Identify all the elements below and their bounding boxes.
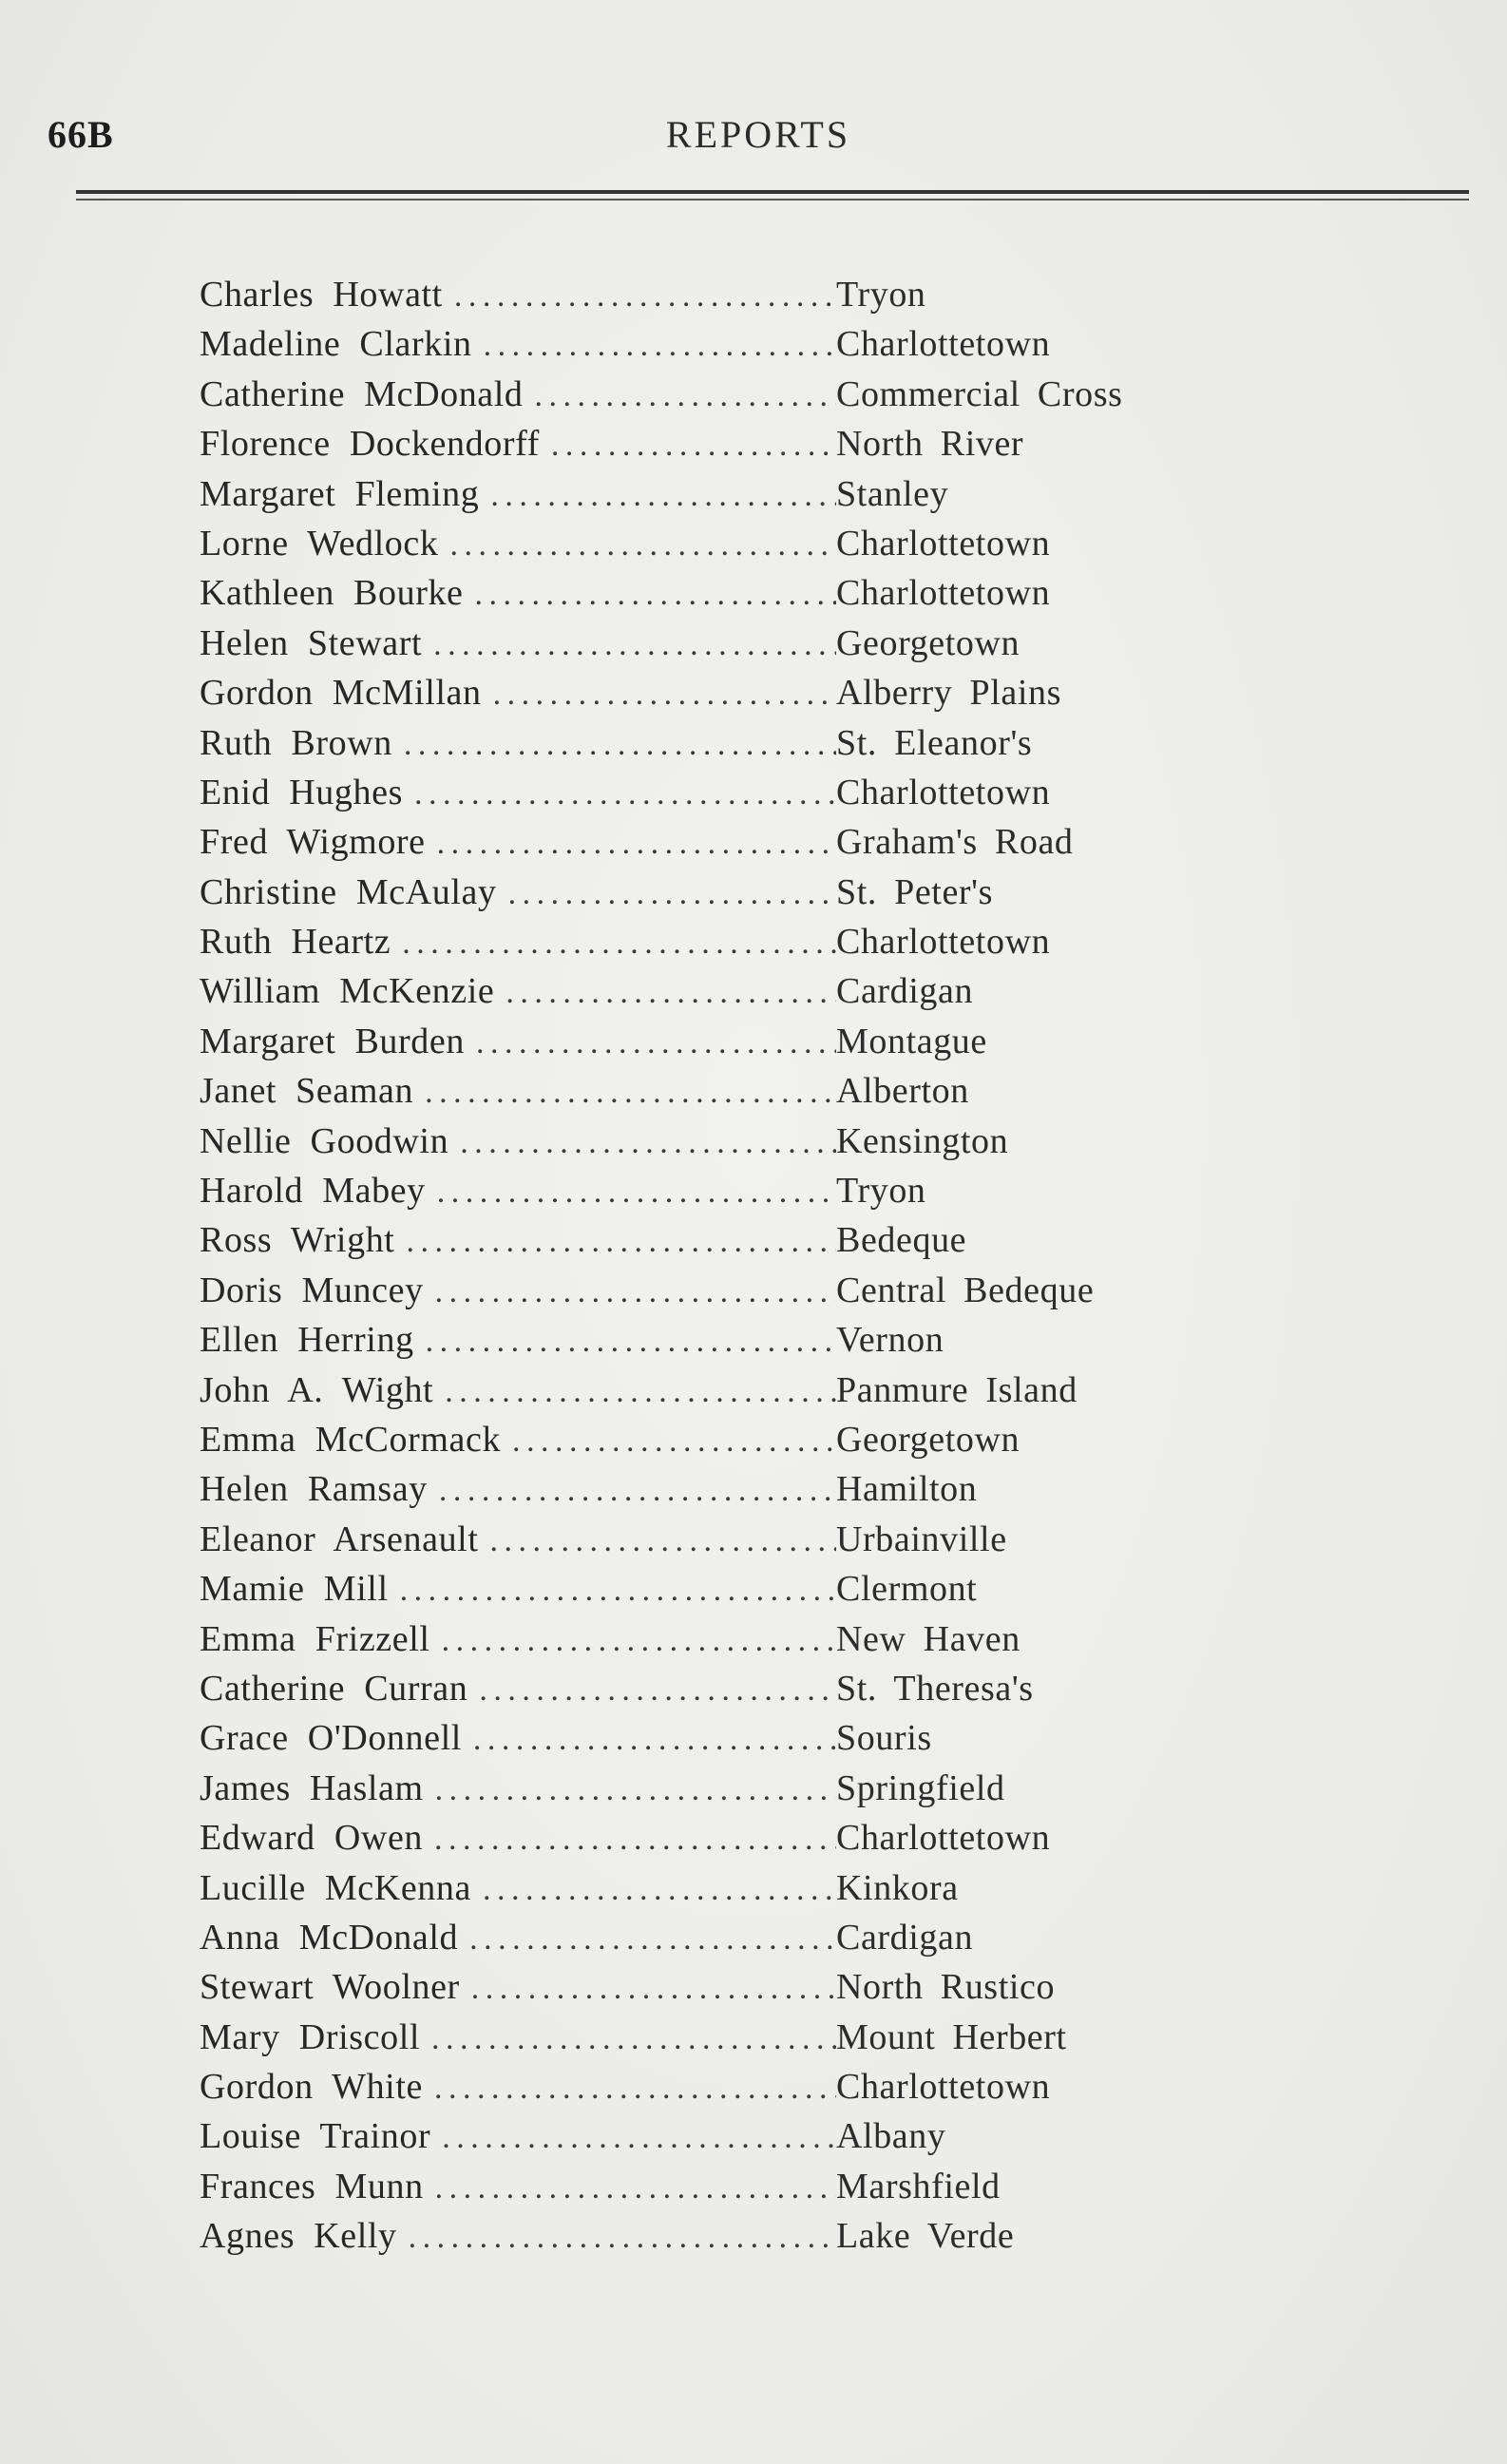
entry-place: Hamilton	[836, 1469, 978, 1510]
dot-leader	[428, 1466, 836, 1516]
dot-leader	[443, 272, 836, 321]
list-item	[200, 2013, 1150, 2062]
entry-name: Ellen Herring	[200, 1320, 414, 1361]
entry-place: Commercial Cross	[836, 373, 1123, 414]
dot-leader	[501, 1417, 836, 1466]
dot-leader	[424, 1268, 836, 1317]
list-item	[200, 1962, 1150, 2012]
entry-place: Central Bedeque	[836, 1270, 1095, 1310]
header-rule-thick	[76, 190, 1469, 194]
entry-place: Kinkora	[836, 1867, 959, 1908]
entry-place: Georgetown	[836, 1419, 1021, 1460]
entry-name: William McKenzie	[200, 971, 495, 1012]
header-rule-thin	[76, 199, 1469, 201]
entry-name: Edward Owen	[200, 1818, 424, 1859]
entry-name: Ross Wright	[200, 1220, 395, 1261]
entry-name: Margaret Fleming	[200, 473, 480, 514]
list-item	[200, 1614, 1150, 1664]
entry-name: Ruth Heartz	[200, 922, 391, 963]
list-item	[200, 1266, 1150, 1315]
list-item	[200, 1564, 1150, 1614]
dot-leader	[397, 2213, 836, 2263]
dot-leader	[413, 1068, 836, 1117]
entry-place: Graham's Road	[836, 822, 1074, 863]
entry-name: Florence Dockendorff	[200, 424, 540, 465]
list-item	[200, 1664, 1150, 1713]
list-item	[200, 1863, 1150, 1913]
dot-leader	[497, 869, 836, 919]
entry-name: Louise Trainor	[200, 2116, 431, 2157]
entry-name: Doris Muncey	[200, 1270, 424, 1310]
list-item	[200, 1713, 1150, 1763]
list-item	[200, 1464, 1150, 1514]
dot-leader	[524, 372, 836, 421]
name-place-list	[200, 270, 1150, 2262]
list-item	[200, 319, 1150, 369]
page-header	[48, 112, 1469, 160]
dot-leader	[420, 2015, 836, 2064]
entry-name: Margaret Burden	[200, 1021, 465, 1061]
entry-name: Helen Stewart	[200, 622, 423, 663]
dot-leader	[464, 570, 836, 620]
entry-name: Charles Howatt	[200, 275, 443, 315]
dot-leader	[414, 1317, 836, 1366]
dot-leader	[430, 2113, 836, 2163]
entry-name: Emma McCormack	[200, 1419, 502, 1460]
entry-name: Agnes Kelly	[200, 2216, 397, 2257]
entry-name: Madeline Clarkin	[200, 324, 472, 365]
entry-place: Stanley	[836, 473, 949, 514]
entry-place: Charlottetown	[836, 772, 1051, 812]
list-item	[200, 768, 1150, 817]
entry-place: Alberton	[836, 1071, 969, 1112]
dot-leader	[426, 819, 836, 869]
entry-place: Panmure Island	[836, 1369, 1078, 1410]
dot-leader	[424, 2164, 836, 2213]
dot-leader	[465, 1019, 836, 1068]
list-item	[200, 2111, 1150, 2161]
list-item	[200, 1017, 1150, 1066]
dot-leader	[423, 1815, 836, 1864]
list-item	[200, 568, 1150, 618]
entry-place: Charlottetown	[836, 324, 1051, 365]
dot-leader	[391, 919, 836, 968]
entry-name: Mamie Mill	[200, 1569, 389, 1610]
dot-leader	[494, 968, 836, 1018]
entry-place: Montague	[836, 1021, 987, 1061]
dot-leader	[430, 1616, 836, 1666]
dot-leader	[423, 2064, 836, 2113]
entry-place: Clermont	[836, 1569, 978, 1610]
list-item	[200, 519, 1150, 568]
entry-name: John A. Wight	[200, 1369, 434, 1410]
entry-place: Cardigan	[836, 971, 974, 1012]
dot-leader	[471, 1865, 836, 1915]
entry-place: Alberry Plains	[836, 673, 1061, 714]
entry-place: Albany	[836, 2116, 946, 2157]
dot-leader	[540, 421, 836, 470]
list-item	[200, 619, 1150, 668]
entry-place: Charlottetown	[836, 1818, 1051, 1859]
dot-leader	[438, 521, 836, 570]
page-number: 66B	[48, 113, 114, 156]
entry-place: Cardigan	[836, 1917, 974, 1958]
entry-place: Charlottetown	[836, 523, 1051, 563]
list-item	[200, 1415, 1150, 1464]
entry-name: Kathleen Bourke	[200, 573, 464, 614]
entry-place: Charlottetown	[836, 573, 1051, 614]
list-item	[200, 1764, 1150, 1813]
entry-name: Catherine McDonald	[200, 373, 524, 414]
dot-leader	[389, 1566, 836, 1615]
list-item	[200, 1913, 1150, 1962]
list-item	[200, 718, 1150, 768]
list-item	[200, 419, 1150, 468]
list-item	[200, 1166, 1150, 1215]
entry-place: St. Eleanor's	[836, 722, 1033, 763]
entry-name: Lorne Wedlock	[200, 523, 439, 563]
entry-name: Christine McAulay	[200, 871, 497, 912]
list-item	[200, 1215, 1150, 1265]
list-item	[200, 2062, 1150, 2111]
dot-leader	[472, 321, 836, 371]
dot-leader	[426, 1168, 836, 1217]
entry-place: Charlottetown	[836, 2067, 1051, 2108]
list-item	[200, 868, 1150, 917]
dot-leader	[482, 670, 836, 719]
dot-leader	[433, 1367, 836, 1417]
entry-name: Gordon McMillan	[200, 673, 482, 714]
entry-place: North Rustico	[836, 1967, 1056, 2008]
entry-name: Harold Mabey	[200, 1171, 426, 1212]
entry-name: Nellie Goodwin	[200, 1120, 449, 1161]
list-item	[200, 1515, 1150, 1564]
entry-name: Anna McDonald	[200, 1917, 459, 1958]
list-item	[200, 1366, 1150, 1415]
dot-leader	[458, 1915, 836, 1964]
list-item	[200, 469, 1150, 519]
entry-name: Gordon White	[200, 2067, 423, 2108]
dot-leader	[448, 1118, 836, 1168]
entry-name: Helen Ramsay	[200, 1469, 428, 1510]
entry-place: Tryon	[836, 1171, 926, 1212]
entry-place: Charlottetown	[836, 922, 1051, 963]
dot-leader	[460, 1964, 836, 2014]
dot-leader	[394, 1217, 836, 1267]
entry-name: James Haslam	[200, 1767, 424, 1808]
list-item	[200, 370, 1150, 419]
entry-name: Mary Driscoll	[200, 2016, 421, 2057]
entry-place: Bedeque	[836, 1220, 967, 1261]
entry-name: Emma Frizzell	[200, 1618, 430, 1659]
dot-leader	[479, 1517, 837, 1566]
dot-leader	[479, 471, 836, 521]
list-item	[200, 1315, 1150, 1365]
dot-leader	[392, 720, 836, 770]
dot-leader	[403, 770, 836, 819]
list-item	[200, 817, 1150, 867]
dot-leader	[462, 1715, 836, 1765]
entry-name: Frances Munn	[200, 2166, 424, 2206]
entry-place: Springfield	[836, 1767, 1005, 1808]
entry-place: St. Theresa's	[836, 1668, 1034, 1709]
entry-place: Souris	[836, 1718, 932, 1759]
list-item	[200, 270, 1150, 319]
entry-name: Grace O'Donnell	[200, 1718, 462, 1759]
entry-place: New Haven	[836, 1618, 1021, 1659]
entry-place: Mount Herbert	[836, 2016, 1067, 2057]
entry-place: Georgetown	[836, 622, 1021, 663]
list-item	[200, 668, 1150, 717]
running-title: REPORTS	[665, 113, 851, 156]
entry-place: St. Peter's	[836, 871, 994, 912]
entry-place: Urbainville	[836, 1519, 1007, 1559]
list-item	[200, 917, 1150, 966]
entry-name: Janet Seaman	[200, 1071, 414, 1112]
list-item	[200, 1117, 1150, 1166]
entry-name: Enid Hughes	[200, 772, 403, 812]
entry-name: Catherine Curran	[200, 1668, 468, 1709]
entry-place: North River	[836, 424, 1024, 465]
list-item	[200, 966, 1150, 1016]
list-item	[200, 2211, 1150, 2261]
entry-name: Lucille McKenna	[200, 1867, 471, 1908]
entry-name: Fred Wigmore	[200, 822, 426, 863]
entry-name: Stewart Woolner	[200, 1967, 460, 2008]
dot-leader	[467, 1666, 836, 1715]
dot-leader	[422, 621, 836, 670]
entry-place: Lake Verde	[836, 2216, 1015, 2257]
list-item	[200, 1813, 1150, 1862]
list-item	[200, 1066, 1150, 1116]
entry-name: Ruth Brown	[200, 722, 392, 763]
entry-place: Vernon	[836, 1320, 944, 1361]
entry-place: Marshfield	[836, 2166, 1001, 2206]
list-item	[200, 2162, 1150, 2211]
entry-place: Kensington	[836, 1120, 1009, 1161]
entry-name: Eleanor Arsenault	[200, 1519, 479, 1559]
dot-leader	[424, 1766, 836, 1815]
entry-place: Tryon	[836, 275, 926, 315]
